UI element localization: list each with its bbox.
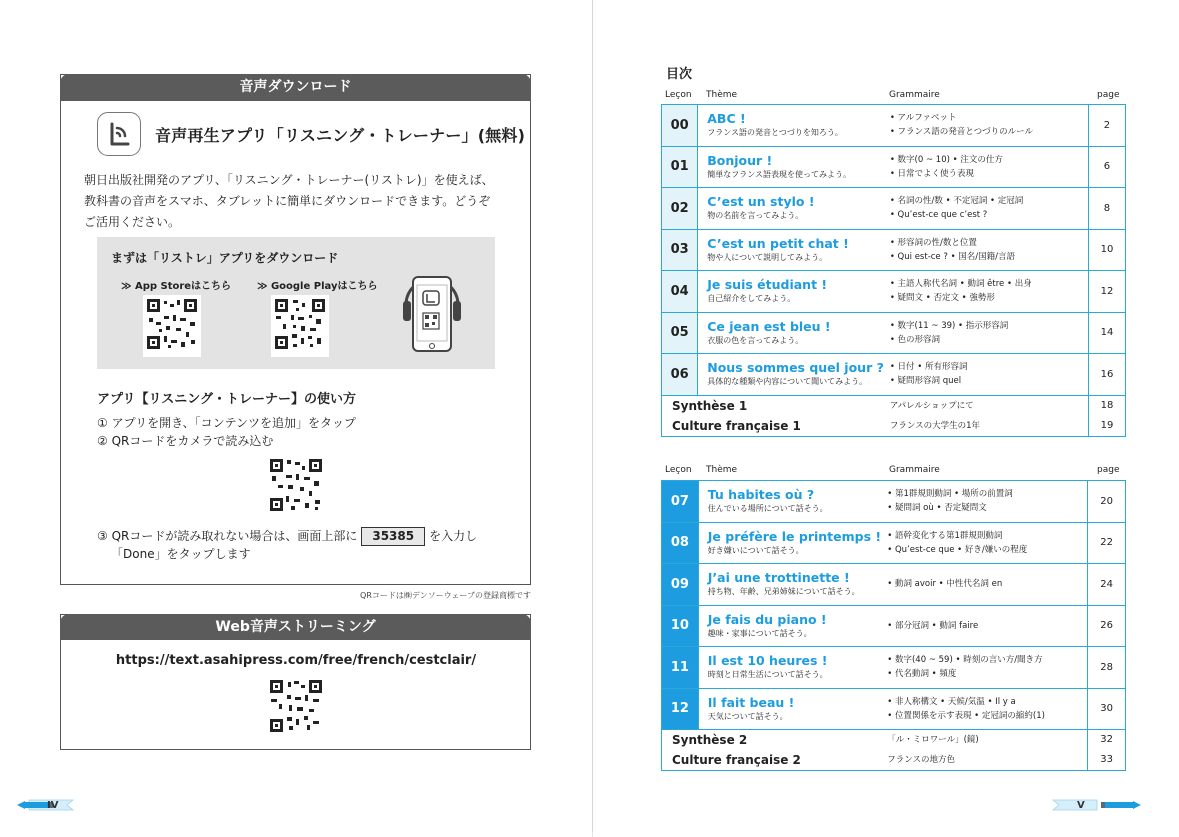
lesson-number: 10 <box>662 605 699 647</box>
lesson-page: 28 <box>1088 647 1126 689</box>
trademark-note: QRコードは㈱デンソーウェーブの登録商標です <box>360 591 531 600</box>
web-streaming-header: Web音声ストリーミング <box>60 614 531 640</box>
lesson-page: 30 <box>1088 688 1126 730</box>
col-header-page: page <box>1097 465 1120 475</box>
culture-theme: フランスの地方色 <box>887 755 956 765</box>
lesson-number: 04 <box>662 271 698 313</box>
toc-row-synthese[interactable] <box>662 395 1126 436</box>
col-header-grammaire: Grammaire <box>889 465 940 475</box>
lesson-number: 11 <box>662 647 699 689</box>
step3-after: を入力し <box>429 529 478 543</box>
lesson-subtitle: 衣服の色を言ってみよう。 <box>707 335 804 345</box>
lesson-subtitle: 物の名前を言ってみよう。 <box>707 211 804 221</box>
app-download-title: まずは「リストレ」アプリをダウンロード <box>111 251 339 265</box>
synthese-theme: アパレルショップにて <box>889 400 974 411</box>
step3-before: ③ QRコードが読み取れない場合は、画面上部に <box>97 529 358 543</box>
toc-row-synthese[interactable] <box>662 730 1126 771</box>
grammar-line: • 非人称構文 • 天候/気温 • Il y a <box>887 696 1016 707</box>
lesson-title: Je fais du piano ! <box>707 611 827 627</box>
streaming-url-link[interactable]: https://text.asahipress.com/free/french/cestclair/ <box>115 653 477 668</box>
toc-row[interactable] <box>662 354 1126 396</box>
toc-row[interactable] <box>662 481 1126 523</box>
intro-line: 教科書の音声をスマホ、タブレットに簡単にダウンロードできます。どうぞ <box>84 194 491 208</box>
toc-table-2 <box>661 480 1126 771</box>
grammar-line: • 数字(0 ~ 10) • 注文の仕方 <box>889 154 1003 165</box>
lesson-title: Tu habites où ? <box>707 487 815 503</box>
lesson-page: 6 <box>1088 146 1125 188</box>
lesson-subtitle: 天気について話そう。 <box>707 711 788 721</box>
lesson-subtitle: 時刻と日常生活について話そう。 <box>707 670 828 680</box>
lesson-title: J’ai une trottinette ! <box>707 570 850 586</box>
lesson-title: C’est un petit chat ! <box>707 235 849 251</box>
grammar-line: • 名詞の性/数 • 不定冠詞 • 定冠詞 <box>889 196 1024 207</box>
lesson-subtitle: 持ち物、年齢、兄弟姉妹について話そう。 <box>707 587 860 597</box>
toc-row[interactable] <box>662 146 1126 188</box>
intro-line: ご活用ください。 <box>84 215 181 229</box>
toc-row[interactable] <box>662 312 1126 354</box>
lesson-title: Je préfère le printemps ! <box>707 528 882 544</box>
lesson-subtitle: 物や人について説明してみよう。 <box>707 252 828 262</box>
synthese-page: 18 <box>1100 399 1114 411</box>
app-store-label[interactable]: ≫ App Storeはこちら <box>121 281 232 292</box>
listening-trainer-app-icon[interactable] <box>97 112 141 156</box>
grammar-line: • 部分冠詞 • 動詞 faire <box>887 620 979 631</box>
col-header-grammaire: Grammaire <box>889 90 940 100</box>
app-store-qr-icon[interactable] <box>143 295 201 357</box>
culture-label: Culture française 1 <box>672 418 801 433</box>
lesson-number: 07 <box>662 481 699 523</box>
right-page-footer <box>1077 797 1143 813</box>
lesson-title: ABC ! <box>707 111 746 127</box>
usage-step-2: ② QRコードをカメラで読み込む <box>97 434 274 448</box>
culture-label: Culture française 2 <box>672 753 801 767</box>
intro-line: 朝日出版社開発のアプリ、「リスニング・トレーナー(リストレ)」を使えば、 <box>84 173 494 187</box>
grammar-line: • 疑問文 • 否定文 • 強勢形 <box>889 293 995 304</box>
toc-row[interactable] <box>662 105 1126 147</box>
toc-row[interactable] <box>662 522 1126 564</box>
grammar-line: • 語幹変化する第1群規則動詞 <box>887 530 1003 541</box>
lesson-title: Je suis étudiant ! <box>707 277 828 293</box>
grammar-line: • 代名動詞 • 頻度 <box>887 669 957 680</box>
page-number-right: V <box>1077 799 1085 811</box>
toc-row[interactable] <box>662 229 1126 271</box>
lesson-title: Il est 10 heures ! <box>707 653 828 669</box>
col-header-lecon: Leçon <box>665 465 692 475</box>
usage-step-3 <box>97 527 517 563</box>
col-header-theme: Thème <box>706 465 738 475</box>
toc-row[interactable] <box>662 688 1126 730</box>
lesson-number: 02 <box>662 188 698 230</box>
lesson-number: 00 <box>662 105 698 147</box>
lesson-page: 20 <box>1088 481 1126 523</box>
lesson-number: 12 <box>662 688 699 730</box>
grammar-line: • 位置関係を示す表現 • 定冠詞の縮約(1) <box>887 710 1045 721</box>
toc-row[interactable] <box>662 647 1126 689</box>
grammar-line: • 第1群規則動詞 • 場所の前置詞 <box>887 489 1013 500</box>
culture-theme: フランスの大学生の1年 <box>889 420 980 431</box>
lesson-page: 22 <box>1088 522 1126 564</box>
lesson-subtitle: 趣味・家事について話そう。 <box>707 628 812 638</box>
grammar-line: • 形容詞の性/数と位置 <box>889 237 977 248</box>
lesson-page: 8 <box>1088 188 1125 230</box>
culture-page: 33 <box>1100 754 1113 765</box>
app-row <box>97 111 525 157</box>
synthese-label: Synthèse 1 <box>672 398 748 413</box>
col-header-page: page <box>1097 90 1120 100</box>
lesson-page: 12 <box>1088 271 1125 313</box>
lesson-number: 01 <box>662 146 698 188</box>
lesson-title: Il fait beau ! <box>707 694 795 710</box>
lesson-subtitle: 好き嫌いについて話そう。 <box>707 545 804 555</box>
lesson-page: 14 <box>1088 312 1125 354</box>
synthese-page: 32 <box>1100 734 1113 745</box>
grammar-line: • 主語人称代名詞 • 動詞 être • 出身 <box>889 279 1032 290</box>
lesson-subtitle: 自己紹介をしてみよう。 <box>707 294 796 304</box>
lesson-number: 05 <box>662 312 698 354</box>
grammar-line: • Qu’est-ce que • 好き/嫌いの程度 <box>887 544 1028 555</box>
toc-title: 目次 <box>666 67 693 82</box>
lesson-subtitle: フランス語の発音とつづりを知ろう。 <box>707 128 843 138</box>
toc-row[interactable] <box>662 564 1126 606</box>
lesson-page: 24 <box>1088 564 1126 606</box>
lesson-title: Bonjour ! <box>707 152 773 168</box>
app-title: 音声再生アプリ「リスニング・トレーナー」(無料) <box>155 125 526 145</box>
lesson-page: 26 <box>1088 605 1126 647</box>
pencil-icon <box>1051 797 1143 813</box>
google-play-label[interactable]: ≫ Google Playはこちら <box>257 281 378 292</box>
lesson-page: 10 <box>1088 229 1125 271</box>
lesson-subtitle: 簡単なフランス語表現を使ってみよう。 <box>707 169 852 179</box>
lesson-subtitle: 住んでいる場所について話そう。 <box>707 504 828 514</box>
lesson-subtitle: 具体的な種類や内容について聞いてみよう。 <box>707 377 868 387</box>
lesson-number: 03 <box>662 229 698 271</box>
grammar-line: • 疑問詞 où • 否定疑問文 <box>887 503 987 514</box>
google-play-qr-icon[interactable] <box>271 295 329 357</box>
content-qr-icon[interactable] <box>269 458 323 516</box>
lesson-number: 08 <box>662 522 699 564</box>
grammar-line: • 色の形容詞 <box>889 334 941 345</box>
grammar-line: • 数字(40 ~ 59) • 時刻の言い方/聞き方 <box>887 655 1043 666</box>
step3-line2: 「Done」をタップします <box>111 547 251 561</box>
lesson-number: 06 <box>662 354 698 396</box>
app-download-box <box>97 237 495 369</box>
phone-headphones-icon <box>401 265 463 361</box>
grammar-line: • 動詞 avoir • 中性代名詞 en <box>887 579 1003 590</box>
streaming-qr-icon[interactable] <box>269 679 323 737</box>
right-page <box>593 0 1179 837</box>
toc-row[interactable] <box>662 188 1126 230</box>
usage-step-1: ① アプリを開き、「コンテンツを追加」をタップ <box>97 416 357 430</box>
page-number-left: IV <box>47 799 59 811</box>
grammar-line: • Qui est-ce ? • 国名/国籍/言語 <box>889 251 1016 262</box>
toc-table-1 <box>661 104 1126 437</box>
col-header-lecon: Leçon <box>665 90 692 100</box>
grammar-line: • 日常でよく使う表現 <box>889 168 975 179</box>
grammar-line: • フランス語の発音とつづりのルール <box>889 127 1033 138</box>
audio-download-panel <box>60 74 531 585</box>
col-header-theme: Thème <box>706 90 738 100</box>
toc-row[interactable] <box>662 605 1126 647</box>
usage-title: アプリ【リスニング・トレーナー】の使い方 <box>97 392 356 407</box>
synthese-label: Synthèse 2 <box>672 733 748 747</box>
toc-row[interactable] <box>662 271 1126 313</box>
grammar-line: • 疑問形容詞 quel <box>889 376 962 387</box>
lesson-number: 09 <box>662 564 699 606</box>
left-page-footer <box>15 797 58 813</box>
lesson-page: 2 <box>1088 105 1125 147</box>
grammar-line: • 日付 • 所有形容詞 <box>889 362 968 373</box>
grammar-line: • アルファベット <box>889 113 957 124</box>
audio-download-header: 音声ダウンロード <box>60 74 531 101</box>
grammar-line: • Qu’est-ce que c’est ? <box>889 210 988 221</box>
pencil-icon <box>15 797 75 813</box>
synthese-theme: 「ル・ミロワール」(鏡) <box>887 735 979 745</box>
lesson-title: C’est un stylo ! <box>707 194 815 210</box>
grammar-line: • 数字(11 ~ 39) • 指示形容詞 <box>889 320 1009 331</box>
lesson-page: 16 <box>1088 354 1125 396</box>
culture-page: 19 <box>1100 419 1114 431</box>
lesson-title: Ce jean est bleu ! <box>707 318 831 334</box>
web-streaming-panel <box>60 614 531 750</box>
lesson-title: Nous sommes quel jour ? <box>707 360 884 376</box>
content-code: 35385 <box>361 527 425 546</box>
intro-text <box>84 170 504 233</box>
